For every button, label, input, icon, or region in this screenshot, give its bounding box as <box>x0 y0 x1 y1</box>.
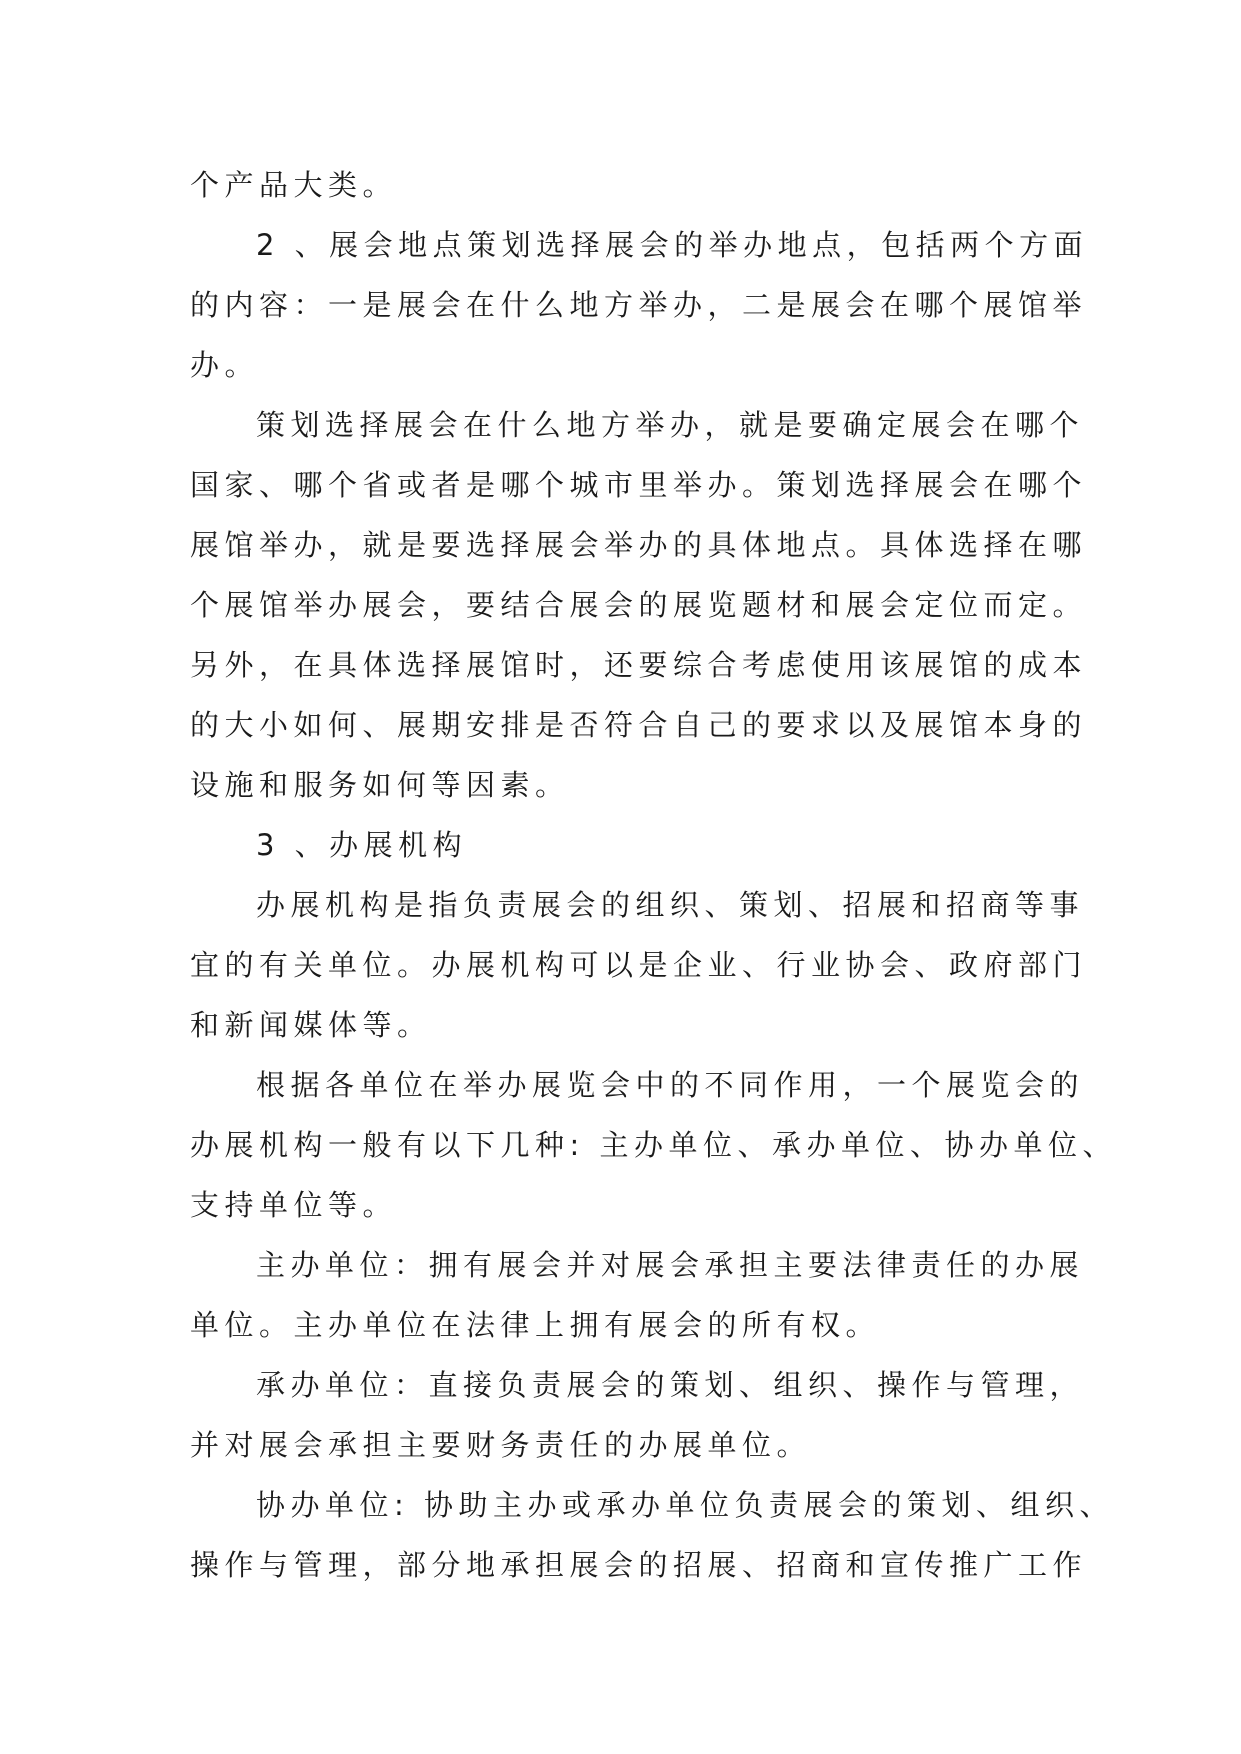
text-line: 主办单位：拥有展会并对展会承担主要法律责任的办展 <box>256 1248 1085 1282</box>
text-line: 和新闻媒体等。 <box>190 1008 432 1042</box>
section-heading: 3 、办展机构 <box>256 828 468 862</box>
text-line: 的大小如何、展期安排是否符合自己的要求以及展馆本身的 <box>190 708 1088 742</box>
text-line: 国家、哪个省或者是哪个城市里举办。策划选择展会在哪个 <box>190 468 1088 502</box>
text-line: 根据各单位在举办展览会中的不同作用，一个展览会的 <box>256 1068 1085 1102</box>
text-line: 办展机构一般有以下几种: 主办单位、承办单位、协办单位、 <box>190 1128 1117 1162</box>
text-line: 办展机构是指负责展会的组织、策划、招展和招商等事 <box>256 888 1085 922</box>
text-line: 个展馆举办展会，要结合展会的展览题材和展会定位而定。 <box>190 588 1088 622</box>
text-line: 2 、展会地点策划选择展会的举办地点，包括两个方面 <box>256 228 1089 262</box>
text-line: 个产品大类。 <box>190 168 398 202</box>
text-line: 宜的有关单位。办展机构可以是企业、行业协会、政府部门 <box>190 948 1088 982</box>
text-line: 协办单位: 协助主办或承办单位负责展会的策划、组织、 <box>256 1488 1114 1522</box>
document-body <box>190 155 1117 1595</box>
text-line: 的内容：一是展会在什么地方举办，二是展会在哪个展馆举 <box>190 288 1088 322</box>
text-line: 办。 <box>190 348 260 382</box>
text-line: 承办单位：直接负责展会的策划、组织、操作与管理， <box>256 1368 1085 1402</box>
text-line: 展馆举办，就是要选择展会举办的具体地点。具体选择在哪 <box>190 528 1088 562</box>
text-line: 支持单位等。 <box>190 1188 398 1222</box>
text-line: 设施和服务如何等因素。 <box>190 768 570 802</box>
text-line: 单位。主办单位在法律上拥有展会的所有权。 <box>190 1308 881 1342</box>
text-line: 操作与管理，部分地承担展会的招展、招商和宣传推广工作 <box>190 1548 1088 1582</box>
text-line: 并对展会承担主要财务责任的办展单位。 <box>190 1428 812 1462</box>
text-line: 另外，在具体选择展馆时，还要综合考虑使用该展馆的成本 <box>190 648 1088 682</box>
text-line: 策划选择展会在什么地方举办，就是要确定展会在哪个 <box>256 408 1085 442</box>
